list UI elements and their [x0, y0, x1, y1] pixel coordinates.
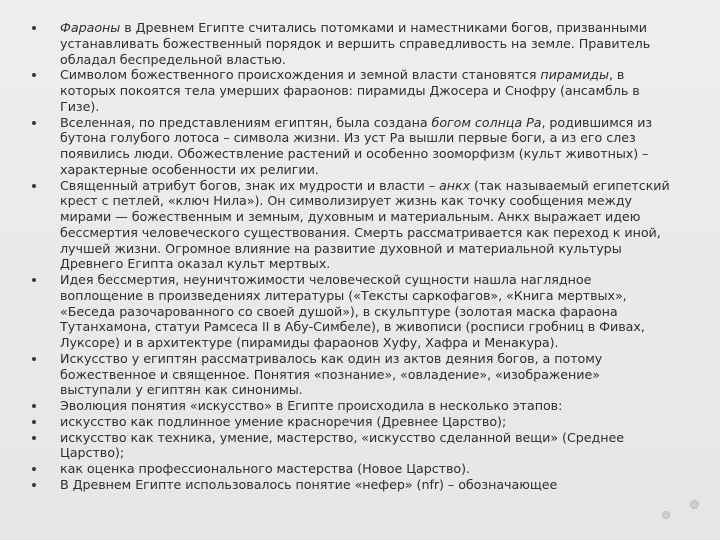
- emphasis-term: богом солнца Ра: [431, 114, 542, 130]
- bullet-list: [32, 20, 672, 493]
- bullet-dot-icon: [32, 184, 36, 188]
- bullet-text: (так называемый египетский крест с петлей, «ключ Нила»). Он символизирует жизнь как точку сообщения между мирами — божественным и земным, духовным и материальным. Анкх выражает идею бессмертия человеческого существования. Смерть рассматривается как переход к иной, лучшей жизни. Огромное влияние на развитие духовной и материальной культуры Древнего Египта оказал культ мертвых.: [60, 177, 670, 272]
- bullet-item-middle-kingdom: [32, 430, 672, 462]
- emphasis-term: анкх: [439, 177, 471, 193]
- bullet-item-pharaohs: [32, 20, 672, 67]
- bullet-item-pyramids: [32, 67, 672, 114]
- bullet-text: Символом божественного происхождения и земной власти становятся: [60, 67, 541, 83]
- bullet-text: как оценка профессионального мастерства (Новое Царство).: [60, 461, 471, 476]
- bullet-item-evolution: [32, 398, 672, 414]
- bullet-item-ra: [32, 115, 672, 178]
- bullet-text: , в которых покоятся тела умерших фараонов: пирамиды Джосера и Снофру (ансамбль в Гизе).: [60, 67, 640, 114]
- bullet-dot-icon: [32, 121, 36, 125]
- bullet-dot-icon: [32, 357, 36, 361]
- bullet-dot-icon: [32, 26, 36, 30]
- bullet-dot-icon: [32, 483, 36, 487]
- bullet-item-art-divine: [32, 351, 672, 398]
- bullet-text: Вселенная, по представлениям египтян, была создана: [60, 114, 432, 130]
- bullet-dot-icon: [32, 436, 36, 440]
- bullet-dot-icon: [32, 278, 36, 282]
- bullet-item-ankh: [32, 178, 672, 273]
- bullet-text: , родившимся из бутона голубого лотоса – символа жизни. Из уст Ра вышли первые боги, а из его слез появились люди. Обожествление растений и особенно зооморфизм (культ животных) – характерные особенности их религии.: [60, 114, 653, 177]
- emphasis-term: Фараоны: [60, 20, 121, 35]
- bullet-text: искусство как подлинное умение красноречия (Древнее Царство);: [60, 413, 507, 429]
- bullet-item-immortality: [32, 272, 672, 351]
- decorative-circle-icon: [662, 511, 670, 519]
- bullet-text: в Древнем Египте считались потомками и наместниками богов, призванными устанавливать божественный порядок и вершить справедливость на земле. Правитель обладал беспредельной властью.: [60, 20, 651, 67]
- bullet-dot-icon: [32, 420, 36, 424]
- bullet-item-new-kingdom: [32, 461, 672, 477]
- bullet-dot-icon: [32, 404, 36, 408]
- bullet-dot-icon: [32, 467, 36, 471]
- bullet-text: Священный атрибут богов, знак их мудрости и власти –: [60, 177, 440, 193]
- bullet-text: Эволюция понятия «искусство» в Египте происходила в несколько этапов:: [60, 398, 563, 413]
- bullet-item-old-kingdom: [32, 414, 672, 430]
- bullet-text: В Древнем Египте использовалось понятие «нефер» (nfr) – обозначающее: [60, 476, 558, 492]
- emphasis-term: пирамиды: [540, 67, 609, 83]
- bullet-item-nefer: [32, 477, 672, 493]
- bullet-text: Искусство у египтян рассматривалось как один из актов деяния богов, а потому божественное и священное. Понятия «познание», «овладение», «изображение» выступали у египтян как синонимы.: [60, 350, 603, 398]
- bullet-text: Идея бессмертия, неуничтожимости человеческой сущности нашла наглядное воплощение в произведениях литературы («Тексты саркофагов», «Книга мертвых», «Беседа разочарованного со своей душой»), в скульптуре (золотая маска фараона Тутанхамона, статуи Рамсеса II в Абу-Симбеле), в живописи (росписи гробниц в Фивах, Луксоре) и в архитектуре (пирамиды фараонов Хуфу, Хафра и Менакура).: [60, 272, 645, 350]
- decorative-circle-icon: [690, 500, 699, 509]
- bullet-text: искусство как техника, умение, мастерство, «искусство сделанной вещи» (Среднее Царство);: [60, 429, 624, 461]
- bullet-dot-icon: [32, 73, 36, 77]
